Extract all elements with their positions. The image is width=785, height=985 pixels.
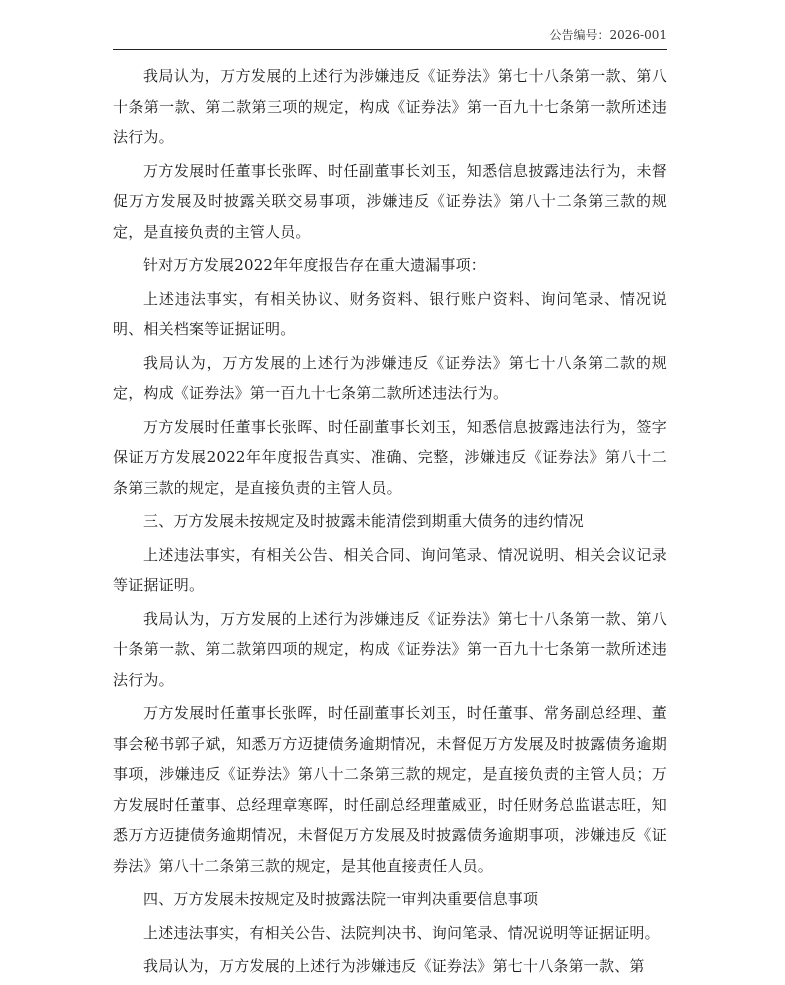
paragraph: 万方发展时任董事长张晖，时任副董事长刘玉，时任董事、常务副总经理、董事会秘书郭子斌，知悉万方迈捷债务逾期情况，未督促万方发展及时披露债务逾期事项，涉嫌违反《证券法》第八十二条第三款的规定，是直接负责的主管人员；万方发展时任董事、总经理章寒晖，时任副总经理董威亚，时任财务总监谌志旺，知悉万方迈捷债务逾期情况，未督促万方发展及时披露债务逾期事项，涉嫌违反《证券法》第八十二条第三款的规定，是其他直接责任人员。 xyxy=(113,704,667,875)
section-heading: 四、万方发展未按规定及时披露法院一审判决重要信息事项 xyxy=(143,890,539,908)
announcement-number: 公告编号：2026-001 xyxy=(549,28,667,42)
paragraph: 万方发展时任董事长张晖、时任副董事长刘玉，知悉信息披露违法行为，签字保证万方发展2022年年度报告真实、准确、完整，涉嫌违反《证券法》第八十二条第三款的规定，是直接负责的主管人员。 xyxy=(113,417,667,497)
paragraph: 上述违法事实，有相关公告、相关合同、询问笔录、情况说明、相关会议记录等证据证明。 xyxy=(113,545,667,594)
paragraph: 我局认为，万方发展的上述行为涉嫌违反《证券法》第七十八条第二款的规定，构成《证券法》第一百九十七条第二款所述违法行为。 xyxy=(113,353,667,402)
header-divider xyxy=(113,49,667,50)
document-body xyxy=(113,61,667,985)
paragraph: 我局认为，万方发展的上述行为涉嫌违反《证券法》第七十八条第一款、第八十条第一款、第二款第三项的规定，构成《证券法》第一百九十七条第一款所述违法行为。 xyxy=(113,67,667,146)
paragraph: 上述违法事实，有相关公告、法院判决书、询问笔录、情况说明等证据证明。 xyxy=(143,923,660,942)
paragraph: 针对万方发展2022年年度报告存在重大遗漏事项： xyxy=(143,256,486,274)
paragraph: 我局认为，万方发展的上述行为涉嫌违反《证券法》第七十八条第一款、第八十条第一款、第二款第四项的规定，构成《证券法》第一百九十七条第一款所述违法行为。 xyxy=(113,609,667,689)
paragraph: 上述违法事实，有相关协议、财务资料、银行账户资料、询问笔录、情况说明、相关档案等证据证明。 xyxy=(113,289,667,338)
page-header xyxy=(113,22,667,50)
section-heading: 三、万方发展未按规定及时披露未能清偿到期重大债务的违约情况 xyxy=(143,512,584,530)
paragraph: 万方发展时任董事长张晖、时任副董事长刘玉，知悉信息披露违法行为，未督促万方发展及时披露关联交易事项，涉嫌违反《证券法》第八十二条第三款的规定，是直接负责的主管人员。 xyxy=(113,161,667,241)
paragraph: 我局认为，万方发展的上述行为涉嫌违反《证券法》第七十八条第一款、第 xyxy=(143,957,645,975)
